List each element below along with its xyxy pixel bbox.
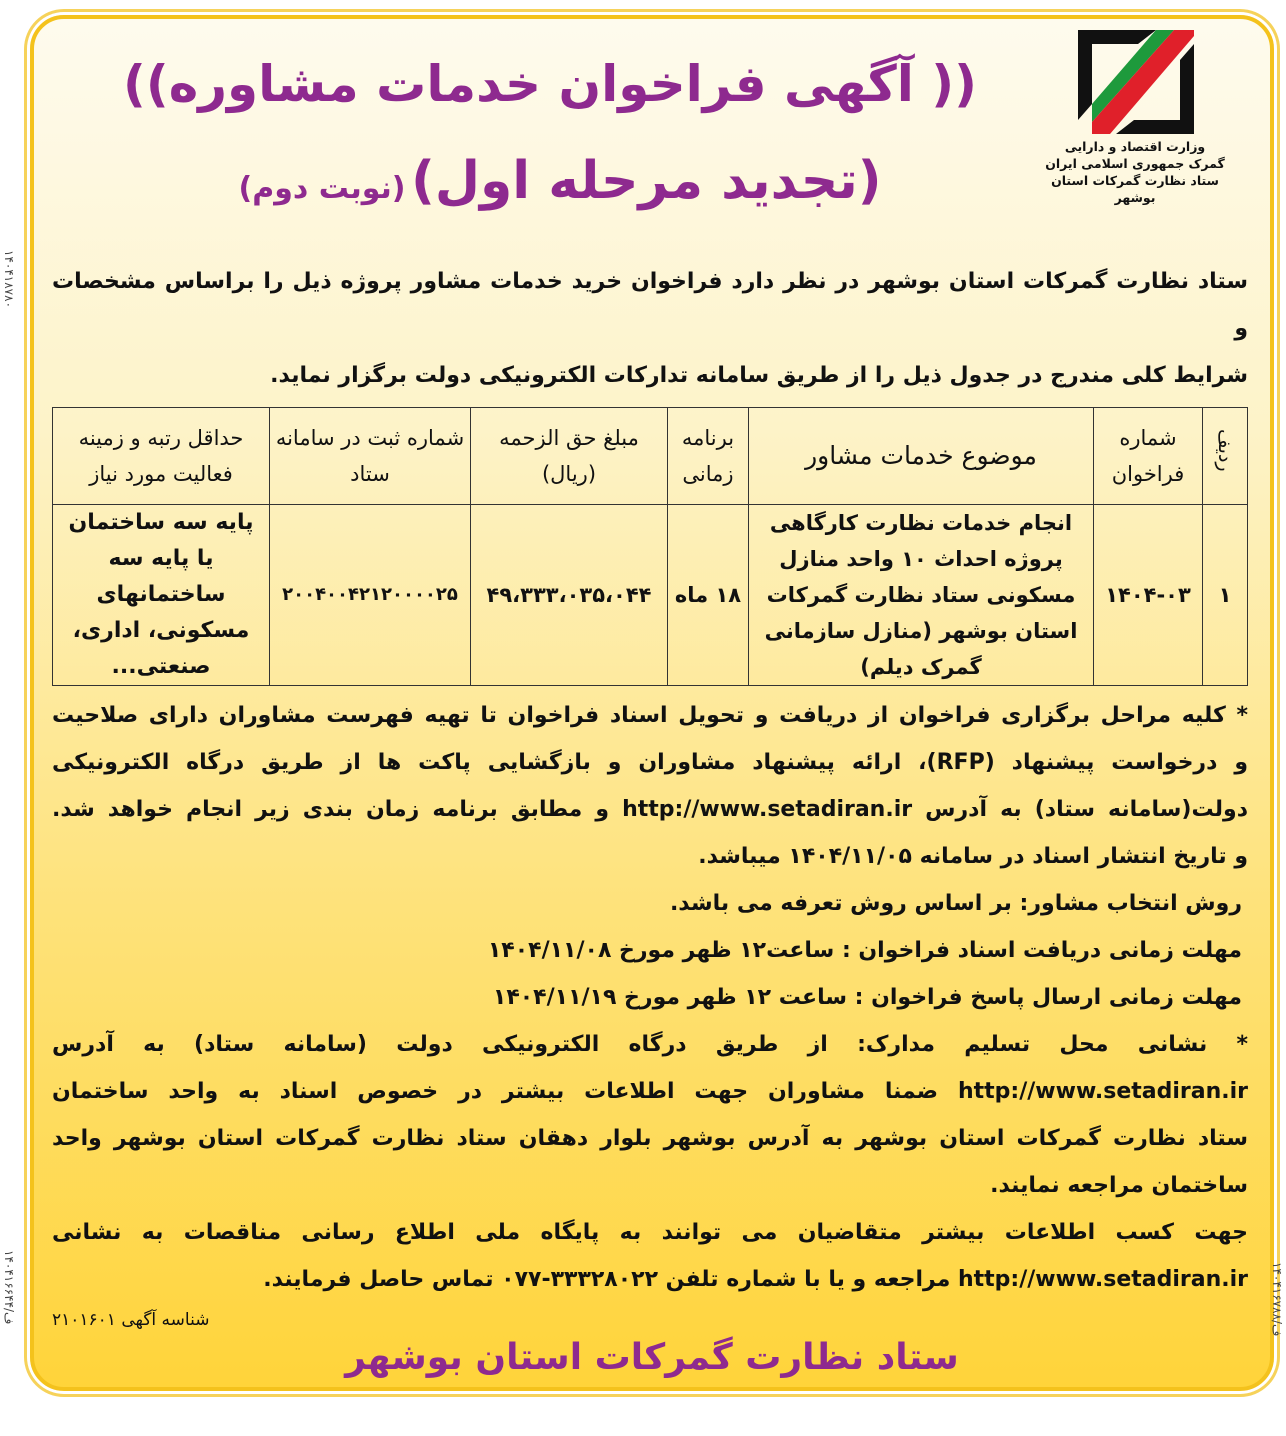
cell-tender-number: ۱۴۰۴-۰۳ — [1094, 505, 1203, 686]
body-line: مهلت زمانی ارسال پاسخ فراخوان : ساعت ۱۲ ظهر مورخ ۱۴۰۴/۱۱/۱۹ — [492, 985, 1242, 1010]
body-line: http://www.setadiran.ir مراجعه و یا با شماره تلفن ۳۳۳۲۸۰۲۲-۰۷۷ تماس حاصل فرمایند. — [263, 1267, 1248, 1292]
cell-duration: ۱۸ ماه — [668, 505, 749, 686]
header-subject: موضوع خدمات مشاور — [749, 408, 1094, 505]
ad-id: شناسه آگهی ۲۱۰۱۶۰۱ — [52, 1310, 210, 1330]
cell-qualification: پایه سه ساختمان یا پایه سه ساختمانهای مسکونی، اداری، صنعتی... — [53, 505, 270, 686]
body-line: و تاریخ انتشار اسناد در سامانه ۱۴۰۴/۱۱/۰۵ میباشد. — [698, 844, 1248, 869]
header-row-number: ردیف — [1203, 408, 1248, 505]
body-line: و درخواست پیشنهاد (RFP)، ارائه پیشنهاد مشاوران و بازگشایی پاکت ها از طریق درگاه الکترونیکی — [52, 750, 1248, 775]
cell-row-number: ۱ — [1203, 505, 1248, 686]
body-line: دولت(سامانه ستاد) به آدرس http://www.setadiran.ir و مطابق برنامه زمان بندی زیر انجام خواهد شد. — [52, 797, 1248, 822]
ad-title: (( آگهی فراخوان خدمات مشاوره)) — [123, 55, 977, 113]
org-line: ستاد نظارت گمرکات استان بوشهر — [1051, 173, 1219, 205]
margin-code: ف/۱۴۰۴۱۶۷۸۸ — [1270, 1262, 1284, 1337]
body-line: ساختمان مراجعه نمایند. — [990, 1173, 1248, 1198]
body-line: * کلیه مراحل برگزاری فراخوان از دریافت و تحویل اسناد فراخوان تا تهیه فهرست مشاوران دارای صلاحیت — [52, 703, 1248, 728]
body-line: * نشانی محل تسلیم مدارک: از طریق درگاه الکترونیکی دولت (سامانه ستاد) به آدرس — [52, 1032, 1248, 1057]
intro-line: شرایط کلی مندرج در جدول ذیل را از طریق سامانه تدارکات الکترونیکی دولت برگزار نماید. — [270, 363, 1248, 388]
cell-registration: ۲۰۰۴۰۰۴۲۱۲۰۰۰۰۲۵ — [270, 505, 471, 686]
ad-footer — [52, 1307, 1248, 1393]
body-line: ستاد نظارت گمرکات استان بوشهر به آدرس بوشهر بلوار دهقان ستاد نظارت گمرکات استان بوشهر واحد — [52, 1126, 1248, 1151]
header-tender-number: شماره فراخوان — [1094, 408, 1203, 505]
organization-name — [1030, 138, 1240, 206]
subtitle-round: (نوبت دوم) — [238, 171, 406, 206]
org-line: گمرک جمهوری اسلامی ایران — [1045, 156, 1225, 171]
customs-logo-icon — [1078, 30, 1194, 134]
table-header-row — [53, 408, 1248, 505]
ad-body — [52, 258, 1248, 1393]
body-line: جهت کسب اطلاعات بیشتر متقاضیان می توانند به پایگاه ملی اطلاع رسانی مناقصات به نشانی — [52, 1220, 1248, 1245]
header-registration: شماره ثبت در سامانه ستاد — [270, 408, 471, 505]
header-fee: مبلغ حق الزحمه (ریال) — [471, 408, 668, 505]
header-duration: برنامه زمانی — [668, 408, 749, 505]
margin-code: ف/۱۴۰۴۱۶۶۴۴ — [2, 1250, 16, 1325]
org-line: وزارت اقتصاد و دارایی — [1064, 139, 1206, 154]
body-line: مهلت زمانی دریافت اسناد فراخوان : ساعت۱۲ ظهر مورخ ۱۴۰۴/۱۱/۰۸ — [487, 938, 1242, 963]
cell-fee: ۴۹،۳۳۳،۰۳۵،۰۴۴ — [471, 505, 668, 686]
table-row — [53, 505, 1248, 686]
tender-table — [52, 407, 1248, 686]
footer-signature: ستاد نظارت گمرکات استان بوشهر — [345, 1337, 959, 1378]
header-qualification: حداقل رتبه و زمینه فعالیت مورد نیاز — [53, 408, 270, 505]
intro-line: ستاد نظارت گمرکات استان بوشهر در نظر دارد فراخوان خرید خدمات مشاور پروژه ذیل را براساس مشخصات و — [52, 269, 1248, 341]
subtitle-main: (تجدید مرحله اول) — [411, 151, 882, 211]
ad-subtitle — [110, 146, 1010, 228]
margin-code: ۱۴۰۴۱۸۷۸۰ — [2, 250, 16, 309]
body-line: http://www.setadiran.ir ضمنا مشاوران جهت اطلاعات بیشتر در خصوص اسناد به واحد ساختمان — [52, 1079, 1248, 1104]
body-line: روش انتخاب مشاور: بر اساس روش تعرفه می باشد. — [669, 891, 1242, 916]
cell-subject: انجام خدمات نظارت کارگاهی پروژه احداث ۱۰ واحد منازل مسکونی ستاد نظارت گمرکات استان بوشهر (منازل سازمانی گمرک دیلم) — [749, 505, 1094, 686]
